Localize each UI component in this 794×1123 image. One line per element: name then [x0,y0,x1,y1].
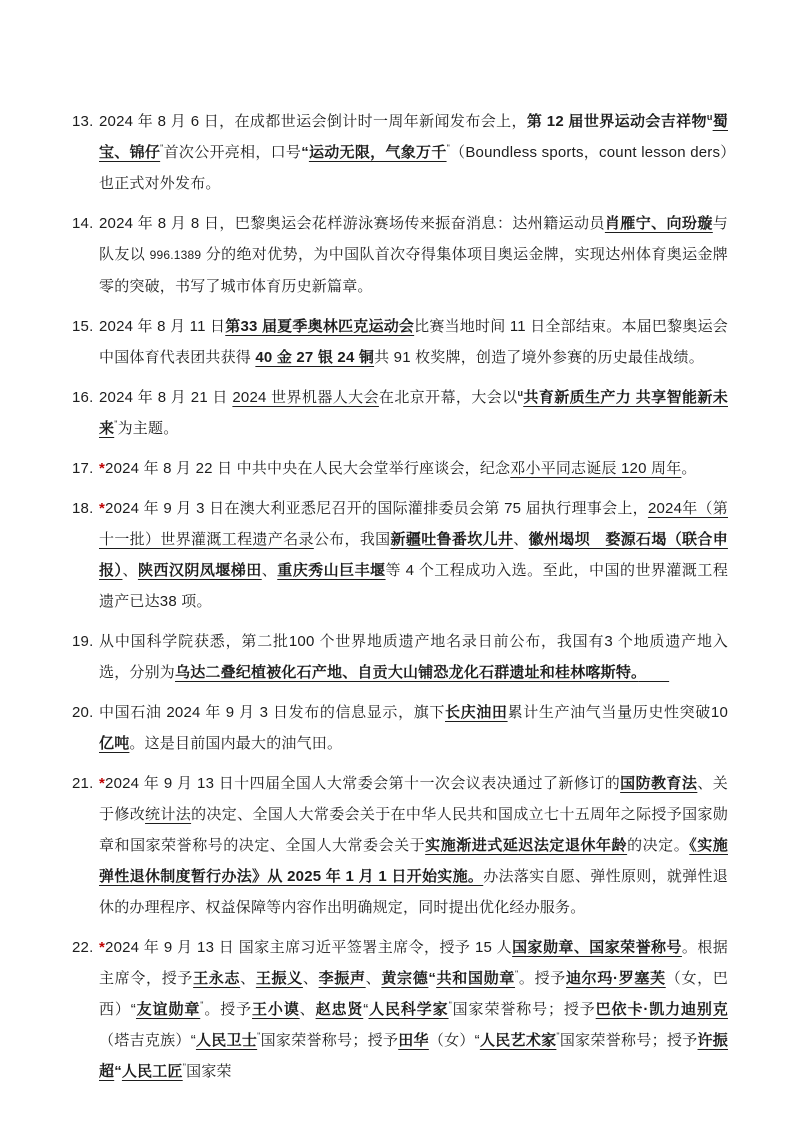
text-run: 统计法 [145,806,192,823]
starred-marker: * [99,939,106,956]
text-run [590,531,605,548]
text-run: " [257,1031,261,1041]
text-run: “ [301,144,309,161]
item-number: 20. [72,704,94,721]
text-run: 2024 年 9 月 13 日 国家主席习近平签署主席令，授予 15 人 [105,939,513,956]
text-run: 肖雁宁、向玢璇 [604,215,713,232]
text-run: 田华 [398,1032,429,1049]
text-run: 2024年（第十一批）世界灌溉工程遗产名录 [99,500,728,548]
text-run: 国家荣誉称号；授予 [260,1032,399,1049]
list-item [72,382,728,444]
text-run: 赵忠贤 [315,1001,364,1018]
text-run: 邓小平同志诞辰 120 周年 [510,460,682,477]
text-run: 为主题。 [117,420,179,437]
text-run: 累计生产油气当量历史性突破10 [507,704,728,721]
starred-marker: * [99,460,106,477]
text-run: 等 4 个工程成功入选。至此，中国的世界灌溉工程遗产已达38 项。 [99,562,729,610]
list-item [72,768,728,923]
text-run: " [200,1000,204,1010]
text-run: 徽州堨坝 [528,531,590,548]
item-text [99,460,697,477]
text-run: 2024 年 8 月 11 日 [99,318,226,335]
text-run: 共和国勋章 [436,970,516,987]
text-run: 。 [681,460,697,477]
text-run: 迪尔玛·罗塞芙 [565,970,666,987]
text-run: 国家荣誉称号；授予 [451,1001,596,1018]
text-run: 亿吨 [99,735,130,752]
text-run: “ [363,1001,369,1018]
item-number: 18. [72,500,94,517]
text-run: 人民艺术家 [479,1032,557,1049]
text-run: 运动无限，气象万千 [308,144,447,161]
text-run: 比赛当地时间 11 日全部结束。本届巴黎奥运会中国体育代表团共获得 [99,318,729,366]
text-run: 。授予 [518,970,566,987]
starred-marker: * [99,775,106,792]
text-run: “ [114,1063,122,1080]
text-run [639,664,669,681]
text-run: 。根据主席令，授予 [99,939,728,987]
text-run: 办法落实自愿、弹性原则，就弹性退休的办理程序、权益保障等内容作出明确规定，同时提出优化经办服务。 [99,868,729,916]
text-run: 实施渐进式延迟法定退休年龄 [425,837,628,854]
text-run: 人民卫士 [195,1032,258,1049]
text-run: 与队友以 [99,215,728,263]
text-run: （Boundless sports，count lesson ders）也正式对外发布。 [99,144,728,192]
text-run: 友谊勋章 [135,1001,201,1018]
text-run: 李振声 [318,970,366,987]
text-run: 国防教育法 [620,775,698,792]
text-run: u [517,388,524,398]
text-run: 、 [513,531,529,548]
text-run: 人民工匠 [121,1063,183,1080]
item-text [99,113,728,192]
item-text [99,500,728,610]
text-run: 王永志 [193,970,241,987]
text-run: 国家勋章、国家荣誉称号 [512,939,682,956]
text-run: 在北京开幕，大会以 [378,389,518,406]
item-number: 15. [72,318,94,335]
text-run: （塔吉克族） [99,1032,191,1049]
text-run: “ [474,1032,480,1049]
text-run: 黄宗德 [381,970,429,987]
text-run: 分的绝对优势，为中国队首次夺得集体项目奥运金牌，实现达州体育奥运金牌零的突破，书写了城市体育历史新篇章。 [99,246,729,295]
list-item [72,626,728,688]
text-run: 《实施弹性退休制度暂行办法》从 2025 年 1 月 1 日开始实施。 [99,837,728,885]
text-run: 、 [365,970,382,987]
text-run: （女） [428,1032,475,1049]
text-run: 许振超 [99,1032,728,1080]
text-run: 共 91 枚奖牌，创造了境外参赛的历史最佳战绩。 [374,349,704,366]
text-run: 重庆秀山巨丰堰 [277,562,386,579]
item-text [99,318,728,366]
text-run: 、 [122,562,138,579]
text-run: 2024 年 8 月 22 日 中共中央在人民大会堂举行座谈会，纪念 [105,460,511,477]
text-run: 国家荣誉称号；授予 [559,1032,698,1049]
text-run: " [515,969,519,979]
text-run: " [446,143,450,153]
text-run: 的决定、全国人大常委会关于在中华人民共和国成立七十五周年之际授予国家勋章和国家荣誉称号的决定、全国人大常委会关于 [99,806,728,854]
text-run: " [556,1031,560,1041]
text-run: 人民科学家 [368,1001,449,1018]
news-list [72,106,728,1087]
text-run: 2024 年 8 月 8 日，巴黎奥运会花样游泳赛场传来振奋消息：达州籍运动员 [99,215,605,232]
text-run: 王振义 [255,970,303,987]
item-text [99,939,728,1080]
text-run: " [448,1000,452,1010]
text-run: （女，巴西） [99,970,729,1018]
text-run: 、 [302,970,319,987]
text-run: 长庆油田 [445,704,508,721]
text-run: 2024 年 8 月 6 日，在成都世运会倒计时一周年新闻发布会上， [99,113,527,130]
item-number: 21. [72,775,94,792]
text-run: 、 [261,562,278,579]
starred-marker: * [99,500,106,517]
text-run: 婺源石堨（联合申报） [99,531,728,579]
item-number: 14. [72,215,94,232]
text-run: 2024 世界机器人大会 [232,389,379,406]
text-run: 、 [299,1001,316,1018]
item-text [99,704,728,752]
text-run: 首次公开亮相，口号 [163,144,302,161]
text-run: 40 金 27 银 24 铜 [255,349,375,366]
text-run: 第33 届夏季奥林匹克运动会 [225,318,415,335]
list-item [72,106,728,199]
text-run: “ [130,1001,136,1018]
list-item [72,208,728,302]
text-run: 。授予 [203,1001,252,1018]
text-run: 第 12 届世界运动会吉祥物 [526,113,707,130]
text-run: 。这是目前国内最大的油气田。 [129,735,343,752]
text-run: 从中国科学院获悉，第二批100 个世界地质遗产地名录日前公布，我国有3 个地质遗产地入选，分别为 [99,633,728,681]
text-run: 陕西汉阴凤堰梯田 [137,562,262,579]
text-run: 蜀宝、锦仔 [99,113,728,161]
text-run: 、关于修改 [99,775,728,823]
list-item [72,311,728,373]
list-item [72,453,728,484]
text-run: 共育新质生产力 共享智能新未来 [99,389,728,437]
text-run: “ [428,970,437,987]
list-item [72,697,728,759]
text-run: u [706,112,713,122]
text-run: 国家荣 [186,1063,232,1080]
text-run: 2024 年 9 月 3 日在澳大利亚悉尼召开的国际灌排委员会第 75 届执行理事会上， [105,500,648,517]
text-run: 996.1389 [149,248,202,262]
item-text [99,389,728,437]
text-run: 的决定。 [627,837,690,854]
list-item [72,932,728,1087]
item-text [99,215,728,295]
item-number: 13. [72,113,94,130]
text-run: 公布，我国 [313,531,391,548]
text-run: " [182,1062,187,1072]
item-number: 19. [72,633,94,650]
text-run: 2024 年 9 月 13 日十四届全国人大常委会第十一次会议表决通过了新修订的 [105,775,621,792]
text-run: 巴依卡·凯力迪别克 [595,1001,728,1018]
text-run: 2024 年 8 月 21 日 [99,389,233,406]
item-number: 22. [72,939,94,956]
item-number: 16. [72,389,94,406]
item-number: 17. [72,460,94,477]
text-run: 乌达二叠纪植被化石产地、自贡大山铺恐龙化石群遗址和桂林喀斯特。 [175,664,639,681]
item-text [99,775,728,916]
list-item [72,493,728,617]
text-run: 王小谟 [252,1001,300,1018]
text-run: " [114,419,118,429]
text-run: “ [190,1032,196,1049]
text-run: 、 [240,970,256,987]
text-run: 新疆吐鲁番坎儿井 [390,531,514,548]
text-run: " [160,143,164,153]
item-text [99,633,728,681]
text-run: 中国石油 2024 年 9 月 3 日发布的信息显示，旗下 [99,704,445,721]
